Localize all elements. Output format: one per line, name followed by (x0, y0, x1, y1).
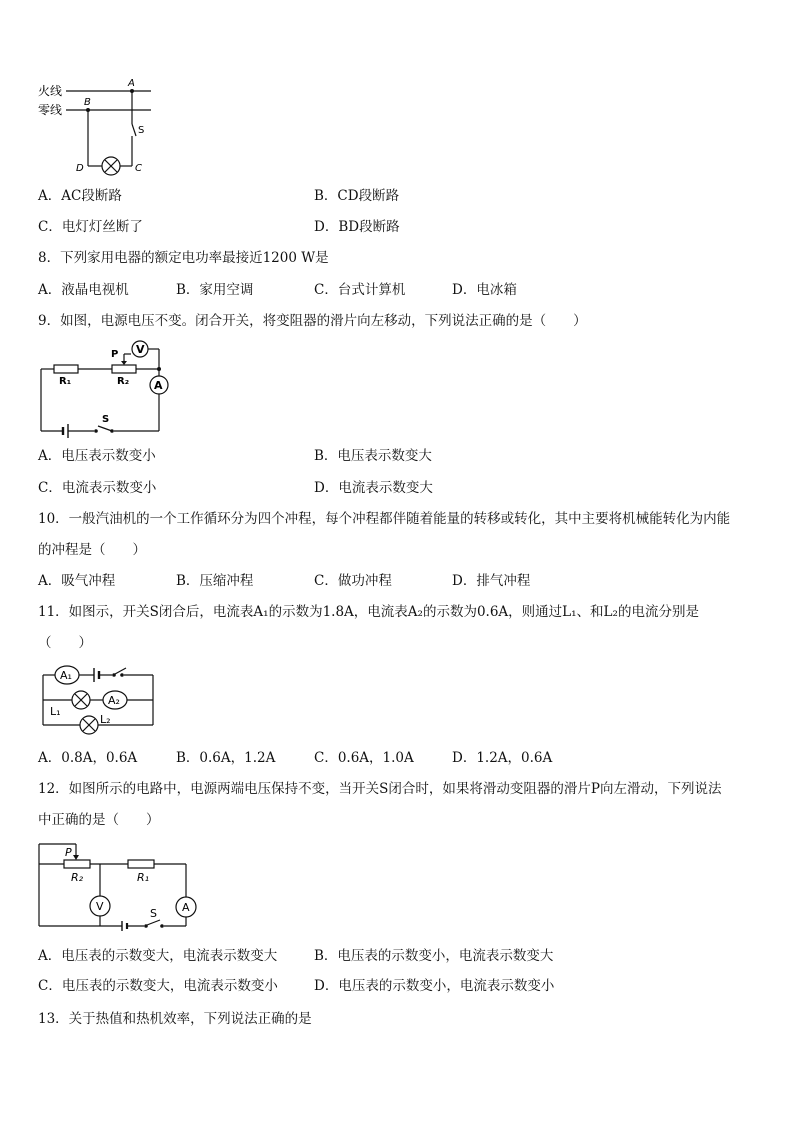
q10-option-c[interactable]: C．做功冲程 (314, 573, 392, 589)
q7-circuit-figure (36, 76, 156, 182)
q10-option-b[interactable]: B．压缩冲程 (176, 573, 254, 589)
point-b-label: B (84, 97, 91, 108)
q7-option-c[interactable]: C．电灯灯丝断了 (38, 219, 143, 235)
q12-option-c[interactable]: C．电压表的示数变大，电流表示数变小 (38, 978, 278, 994)
ammeter-a2-label: A₂ (108, 694, 120, 707)
slider-p-label: P (111, 349, 119, 360)
q13-stem: 13．关于热值和热机效率，下列说法正确的是 (38, 1011, 312, 1027)
point-a-label: A (128, 78, 135, 89)
voltmeter-label: V (96, 900, 104, 913)
q11-option-b[interactable]: B．0.6A，1.2A (176, 750, 276, 766)
q11-option-d[interactable]: D．1.2A，0.6A (452, 750, 553, 766)
q10-option-d[interactable]: D．排气冲程 (452, 573, 531, 589)
slider-p-label: P (65, 846, 72, 859)
q11-option-a[interactable]: A．0.8A，0.6A (38, 750, 138, 766)
q8-option-a[interactable]: A．液晶电视机 (38, 282, 129, 298)
ammeter-label: A (154, 379, 163, 392)
point-d-label: D (76, 163, 84, 174)
q12-circuit-figure (36, 838, 206, 934)
q11-stem-line1: 11．如图示，开关S闭合后，电流表A₁的示数为1.8A，电流表A₂的示数为0.6A，则通过L₁、和L₂的电流分别是 (38, 604, 699, 620)
switch-s-label: S (138, 125, 145, 136)
q8-option-c[interactable]: C．台式计算机 (314, 282, 406, 298)
q12-stem-line1: 12．如图所示的电路中，电源两端电压保持不变，当开关S闭合时，如果将滑动变阻器的滑片P向左滑动，下列说法 (38, 781, 722, 797)
q9-stem: 9．如图，电源电压不变。闭合开关，将变阻器的滑片向左移动，下列说法正确的是（ ） (38, 313, 587, 329)
q10-option-a[interactable]: A．吸气冲程 (38, 573, 116, 589)
q10-stem-line2: 的冲程是（ ） (38, 542, 146, 558)
switch-s-label: S (102, 414, 110, 425)
q8-stem: 8．下列家用电器的额定电功率最接近1200 W是 (38, 250, 329, 266)
live-wire-label: 火线 (38, 84, 63, 98)
lamp-l2-label: L₂ (100, 713, 111, 726)
ammeter-a1-label: A₁ (60, 669, 72, 682)
q10-stem-line1: 10．一般汽油机的一个工作循环分为四个冲程，每个冲程都伴随着能量的转移或转化，其中主要将机械能转化为内能 (38, 511, 731, 527)
q9-option-c[interactable]: C．电流表示数变小 (38, 480, 157, 496)
q9-option-b[interactable]: B．电压表示数变大 (314, 448, 432, 464)
q9-circuit-figure (36, 336, 176, 440)
resistor-r1-label: R₁ (59, 376, 72, 387)
q7-option-d[interactable]: D．BD段断路 (314, 219, 400, 235)
q11-option-c[interactable]: C．0.6A，1.0A (314, 750, 414, 766)
q8-option-b[interactable]: B．家用空调 (176, 282, 254, 298)
q12-stem-line2: 中正确的是（ ） (38, 812, 160, 828)
q7-option-b[interactable]: B．CD段断路 (314, 188, 400, 204)
ammeter-label: A (182, 901, 190, 914)
point-c-label: C (135, 163, 142, 174)
q12-option-d[interactable]: D．电压表的示数变小，电流表示数变小 (314, 978, 555, 994)
lamp-l1-label: L₁ (50, 705, 61, 718)
q11-stem-line2: （ ） (38, 635, 92, 651)
q11-circuit-figure (38, 662, 158, 740)
voltmeter-label: V (136, 343, 145, 356)
resistor-r2-label: R₂ (117, 376, 130, 387)
q8-option-d[interactable]: D．电冰箱 (452, 282, 517, 298)
q9-option-d[interactable]: D．电流表示数变大 (314, 480, 433, 496)
neutral-wire-label: 零线 (38, 103, 63, 117)
resistor-r2-label: R₂ (71, 871, 84, 884)
q12-option-b[interactable]: B．电压表的示数变小，电流表示数变大 (314, 948, 554, 964)
q12-option-a[interactable]: A．电压表的示数变大，电流表示数变大 (38, 948, 278, 964)
switch-s-label: S (150, 907, 157, 920)
resistor-r1-label: R₁ (137, 871, 150, 884)
q7-option-a[interactable]: A．AC段断路 (38, 188, 122, 204)
q9-option-a[interactable]: A．电压表示数变小 (38, 448, 156, 464)
